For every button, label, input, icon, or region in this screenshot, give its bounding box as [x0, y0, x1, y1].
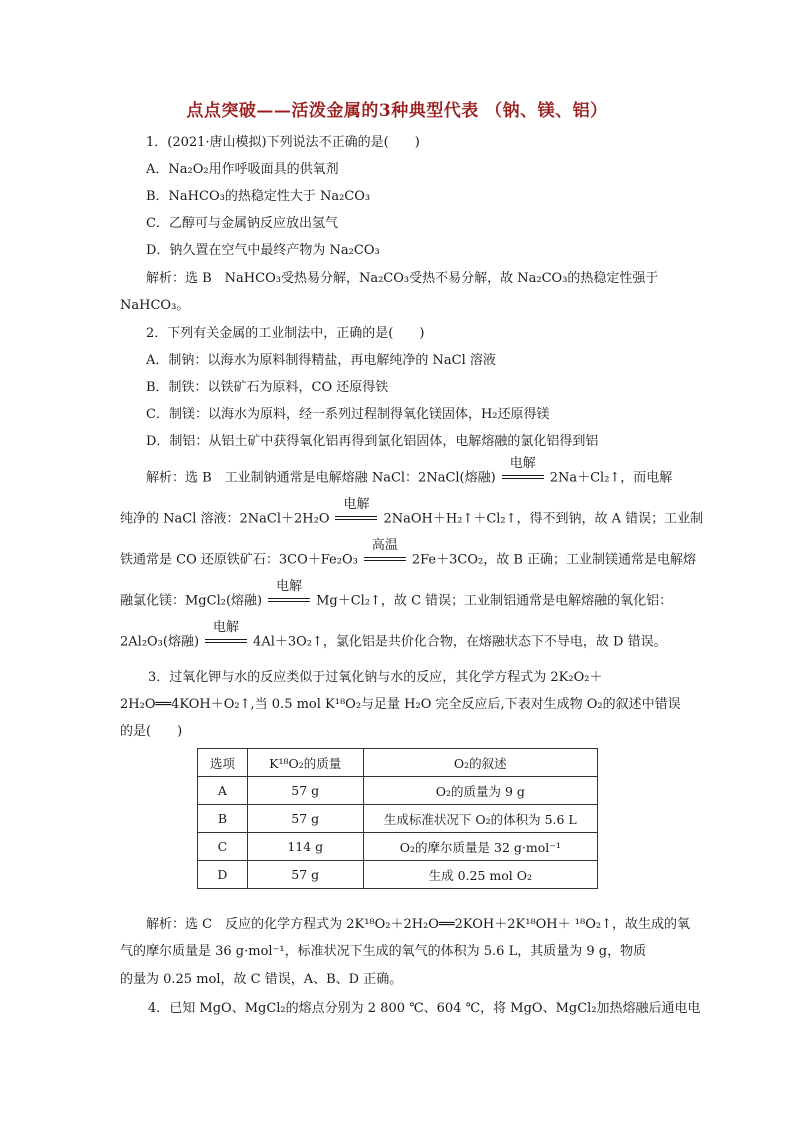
condition-label: 电解	[343, 497, 370, 512]
q2-option-c: C．制镁：以海水为原料，经一系列过程制得氧化镁固体，H₂还原得镁	[146, 407, 550, 422]
condition-label: 高温	[371, 538, 398, 553]
q2-analysis-line5-pre: 2Al₂O₃(熔融)	[120, 634, 200, 650]
q1-option-c: C．乙醇可与金属钠反应放出氢气	[146, 216, 338, 231]
q2-stem: 2．下列有关金属的工业制法中，正确的是( )	[146, 326, 425, 341]
table-header: 选项	[198, 749, 248, 777]
q2-option-d: D．制铝：从铝土矿中获得氧化铝再得到氯化铝固体，电解熔融的氯化铝得到铝	[146, 434, 599, 449]
condition-label: 电解	[276, 579, 303, 594]
q2-analysis-line4	[120, 579, 673, 611]
q2-analysis-line2-post: 2NaOH＋H₂↑＋Cl₂↑，得不到钠，故 A 错误；工业制	[383, 511, 704, 527]
table-cell: O₂的质量为 9 g	[363, 777, 597, 805]
condition-label: 电解	[509, 456, 536, 471]
q4-stem-line1: 4．已知 MgO、MgCl₂的熔点分别为 2 800 ℃、604 ℃，将 MgO、MgCl₂加热熔融后通电电	[148, 1001, 701, 1016]
q1-option-a: A．Na₂O₂用作呼吸面具的供氧剂	[146, 162, 339, 177]
table-cell: D	[198, 861, 248, 889]
q3-analysis-line1: 解析：选 C 反应的化学方程式为 2K¹⁸O₂＋2H₂O══2KOH＋2K¹⁸OH＋ ¹⁸O₂↑，故生成的氧	[146, 917, 690, 932]
q2-analysis-line1	[146, 456, 673, 488]
q2-option-a: A．制钠：以海水为原料制得精盐，再电解纯净的 NaCl 溶液	[146, 353, 496, 368]
table-row	[198, 861, 598, 889]
q3-stem-line3: 的是( )	[120, 724, 183, 739]
table-cell: 生成 0.25 mol O₂	[363, 861, 597, 889]
q2-analysis-line5-post: 4Al＋3O₂↑，氯化铝是共价化合物，在熔融状态下不导电，故 D 错误。	[253, 634, 667, 650]
table-cell: 57 g	[247, 861, 363, 889]
electrolysis-arrow	[203, 620, 249, 651]
q1-analysis-line2: NaHCO₃。	[120, 298, 190, 313]
q3-stem-line2: 2H₂O══4KOH＋O₂↑,当 0.5 mol K¹⁸O₂与足量 H₂O 完全反应后,下表对生成物 O₂的叙述中错误	[120, 697, 681, 712]
q3-analysis-line3: 的量为 0.25 mol，故 C 错误，A、B、D 正确。	[120, 972, 403, 987]
condition-label: 电解	[213, 620, 240, 635]
q2-analysis-line3	[120, 538, 697, 570]
q1-option-b: B．NaHCO₃的热稳定性大于 Na₂CO₃	[146, 189, 371, 204]
q2-analysis-line1-pre: 解析：选 B 工业制钠通常是电解熔融 NaCl：2NaCl(熔融)	[146, 470, 496, 486]
q3-stem-line1: 3．过氧化钾与水的反应类似于过氧化钠与水的反应，其化学方程式为 2K₂O₂＋	[148, 670, 603, 685]
q2-analysis-line2	[120, 497, 704, 529]
electrolysis-arrow	[266, 579, 312, 610]
q2-analysis-line4-post: Mg＋Cl₂↑，故 C 错误；工业制铝通常是电解熔融的氧化铝：	[316, 593, 673, 609]
table-cell: 57 g	[247, 805, 363, 833]
table-row	[198, 833, 598, 861]
q2-analysis-line1-post: 2Na＋Cl₂↑，而电解	[549, 470, 673, 486]
q3-options-table	[197, 748, 598, 889]
table-header: O₂的叙述	[363, 749, 597, 777]
q2-analysis-line2-pre: 纯净的 NaCl 溶液：2NaCl＋2H₂O	[120, 511, 330, 527]
high-temp-arrow	[362, 538, 408, 569]
q2-option-b: B．制铁：以铁矿石为原料，CO 还原得铁	[146, 380, 389, 395]
table-cell: A	[198, 777, 248, 805]
table-cell: C	[198, 833, 248, 861]
table-cell: B	[198, 805, 248, 833]
q3-analysis-line2: 气的摩尔质量是 36 g·mol⁻¹，标准状况下生成的氧气的体积为 5.6 L，其质量为 9 g，物质	[120, 944, 647, 959]
table-header-row	[198, 749, 598, 777]
table-cell: 57 g	[247, 777, 363, 805]
q2-analysis-line3-pre: 铁通常是 CO 还原铁矿石：3CO＋Fe₂O₃	[120, 552, 358, 568]
table-cell: 114 g	[247, 833, 363, 861]
q1-option-d: D．钠久置在空气中最终产物为 Na₂CO₃	[146, 243, 380, 258]
electrolysis-arrow	[333, 497, 379, 528]
table-row	[198, 777, 598, 805]
electrolysis-arrow	[500, 456, 546, 487]
q1-analysis-line1: 解析：选 B NaHCO₃受热易分解，Na₂CO₃受热不易分解，故 Na₂CO₃的热稳定性强于	[146, 271, 659, 286]
table-row	[198, 805, 598, 833]
table-header: K¹⁸O₂的质量	[247, 749, 363, 777]
q2-analysis-line3-post: 2Fe＋3CO₂，故 B 正确；工业制镁通常是电解熔	[411, 552, 697, 568]
q1-stem: 1．(2021·唐山模拟)下列说法不正确的是( )	[146, 135, 420, 150]
table-cell: 生成标准状况下 O₂的体积为 5.6 L	[363, 805, 597, 833]
page-title: 点点突破——活泼金属的3种典型代表 （钠、镁、铝）	[186, 101, 608, 121]
q2-analysis-line5	[120, 620, 667, 652]
table-cell: O₂的摩尔质量是 32 g·mol⁻¹	[363, 833, 597, 861]
q2-analysis-line4-pre: 融氯化镁：MgCl₂(熔融)	[120, 593, 263, 609]
